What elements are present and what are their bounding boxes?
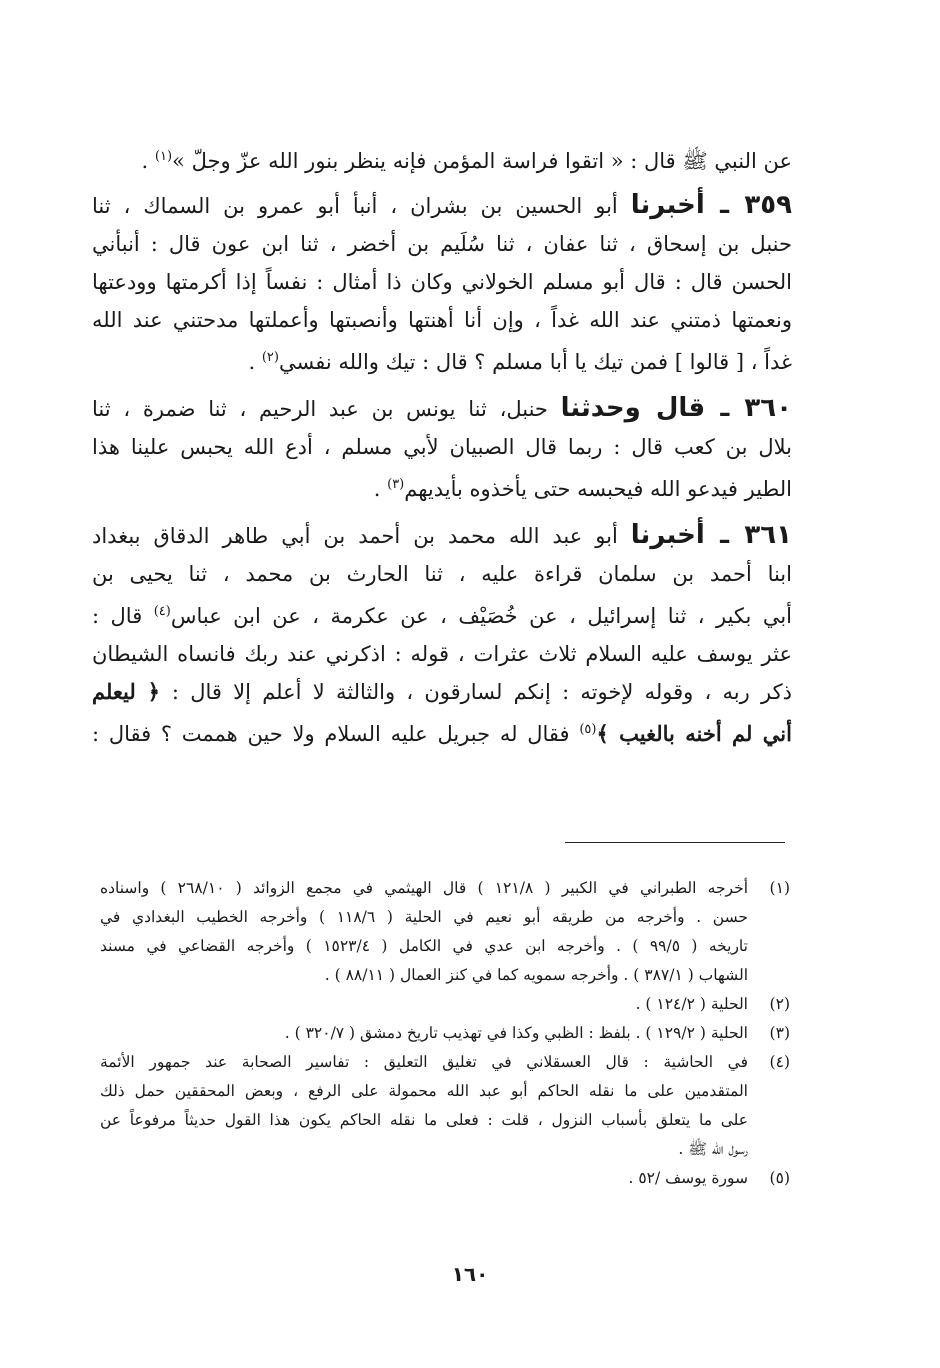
- footnote-line: الحلية ( ١٢٩/٢ ) . بلفظ : الظبي وكذا في تهذيب تاريخ دمشق ( ٣٢٠/٧ ) .: [284, 1024, 748, 1042]
- hadith-number: ٣٦١: [744, 520, 792, 550]
- footnote-line: الحلية ( ١٢٤/٢ ) .: [635, 995, 748, 1013]
- footnote-line: رسول الله ﷺ .: [678, 1140, 748, 1158]
- line-end: .: [373, 477, 388, 501]
- paragraph-line: [92, 339, 792, 381]
- paragraph-line: عثر يوسف عليه السلام ثلاث عثرات ، قوله : اذكرني عند ربك فانساه الشيطان: [92, 642, 792, 666]
- intro-text: عن النبي ﷺ قال : « اتقوا فراسة المؤمن فإنه ينظر بنور الله عزّ وجلّ »: [172, 149, 792, 173]
- hadith-text: فقال له جبريل عليه السلام ولا حين هممت ؟ فقال :: [92, 722, 570, 746]
- footnote-ref[interactable]: (٣): [387, 477, 405, 492]
- hadith-text: غداً ، [ قالوا ] فمن تيك يا أبا مسلم ؟ قال : تيك والله نفسي: [278, 350, 792, 374]
- hadith-dash: ـ: [704, 520, 745, 550]
- paragraph-line: [92, 516, 792, 555]
- paragraph-line: [92, 711, 792, 753]
- footnote-2: [100, 990, 790, 1019]
- hadith-keyword: أخبرنا: [630, 520, 705, 550]
- footnote-line: في الحاشية : قال العسقلاني في تغليق التعليق : تفاسير الصحابة عند جمهور الأئمة: [100, 1053, 748, 1071]
- footnote-mark: (٣): [769, 1024, 790, 1042]
- paragraph-line: الحسن قال : قال أبو مسلم الخولاني وكان ذا أمثال : نفساً إذا أكرمتها وودعتها: [92, 270, 792, 294]
- footnote-line: الشهاب ( ٣٨٧/١ ) . وأخرجه سمويه كما في كنز العمال ( ٨٨/١١ ) .: [324, 966, 748, 984]
- paragraph-line: [92, 389, 792, 428]
- footnote-ref[interactable]: (٤): [153, 604, 171, 619]
- page-number: ١٦٠: [451, 1262, 489, 1286]
- hadith-361: [92, 516, 792, 753]
- paragraph-line: حنبل بن إسحاق ، ثنا عفان ، ثنا سُلَيم بن أخضر ، ثنا ابن عون قال : أنبأني: [92, 232, 792, 256]
- paragraph-line: ابنا أحمد بن سلمان قراءة عليه ، ثنا الحارث بن محمد ، ثنا يحيى بن: [92, 562, 792, 586]
- hadith-text: حنبل، ثنا يونس بن عبد الرحيم ، ثنا ضمرة ، ثنا: [92, 397, 561, 421]
- hadith-359: [92, 186, 792, 381]
- hadith-text: أبو الحسين بن بشران ، أنبأ أبو عمرو بن السماك ، ثنا: [92, 194, 631, 218]
- footnote-mark: (٥): [769, 1169, 790, 1187]
- footnote-mark: (١): [769, 879, 790, 897]
- footnote-mark: (٤): [769, 1053, 790, 1071]
- hadith-text: قال :: [92, 604, 154, 628]
- hadith-number: ٣٦٠: [744, 393, 792, 423]
- paragraph-line: ونعمتها ذمتني عند الله غداً ، وإن أنا أهنتها وأنصبتها وأعملتها مدحتني عند الله: [92, 308, 792, 332]
- hadith-dash: ـ: [704, 190, 745, 220]
- footnote-1: [100, 874, 790, 990]
- hadith-keyword: قال وحدثنا: [560, 393, 706, 423]
- paragraph-line: [92, 673, 792, 711]
- footnote-line: تاريخه ( ٩٩/٥ ) . وأخرجه ابن عدي في الكامل ( ١٥٢٣/٤ ) وأخرجه القضاعي في مسند: [100, 937, 748, 955]
- hadith-number: ٣٥٩: [744, 190, 792, 220]
- footnote-3: [100, 1019, 790, 1048]
- paragraph-line: [92, 186, 792, 225]
- footnote-line: حسن . وأخرجه من طريقه أبو نعيم في الحلية ( ١١٨/٦ ) وأخرجه الخطيب البغدادي في: [100, 908, 748, 926]
- quran-quote: أني لم أخنه بالغيب ﴾: [596, 721, 792, 746]
- footnote-line: أخرجه الطبراني في الكبير ( ١٢١/٨ ) قال الهيثمي في مجمع الزوائد ( ٢٦٨/١٠ ) واسناده: [100, 879, 748, 897]
- intro-line: [92, 138, 792, 180]
- footnote-line: المتقدمين على ما نقله الحاكم أبو عبد الله محمولة على الرفع ، وبعض المحققين حمل ذلك: [100, 1082, 748, 1100]
- line-end: .: [248, 350, 262, 374]
- main-text: [92, 138, 792, 753]
- hadith-text: ذكر ربه ، وقوله لإخوته : إنكم لسارقون ، والثالثة لا أعلم إلا قال :: [171, 680, 792, 704]
- hadith-text: الطير فيدعو الله فيحبسه حتى يأخذوه بأيديهم: [404, 477, 792, 501]
- paragraph-line: [92, 593, 792, 635]
- hadith-dash: ـ: [705, 393, 745, 423]
- footnote-ref[interactable]: (١): [154, 149, 173, 164]
- footnote-ref[interactable]: (٢): [261, 350, 279, 365]
- intro-end: .: [141, 149, 155, 173]
- footnote-5: [100, 1164, 790, 1193]
- paragraph-line: بلال بن كعب قال : ربما قال الصبيان لأبي مسلم ، أدع الله يحبس علينا هذا: [92, 435, 792, 459]
- footnote-line: سورة يوسف /٥٢ .: [628, 1169, 748, 1187]
- hadith-text: أبي بكير ، ثنا إسرائيل ، عن خُصَيْف ، عن عكرمة ، عن ابن عباس: [170, 604, 792, 628]
- footnote-divider: [565, 842, 785, 843]
- hadith-360: [92, 389, 792, 508]
- paragraph-line: [92, 466, 792, 508]
- footnote-ref[interactable]: (٥): [579, 722, 597, 737]
- footnotes: [100, 874, 790, 1193]
- footnote-4: [100, 1048, 790, 1164]
- hadith-keyword: أخبرنا: [630, 190, 705, 220]
- footnote-mark: (٢): [769, 995, 790, 1013]
- footnote-line: على ما يتعلق بأسباب النزول ، قلت : فعلى ما نقله الحاكم يكون هذا القول حديثاً مرفوعاً عن: [100, 1111, 748, 1129]
- hadith-text: أبو عبد الله محمد بن أحمد بن أبي طاهر الدقاق ببغداد: [92, 524, 631, 548]
- quran-quote: ﴿ ليعلم: [92, 679, 172, 704]
